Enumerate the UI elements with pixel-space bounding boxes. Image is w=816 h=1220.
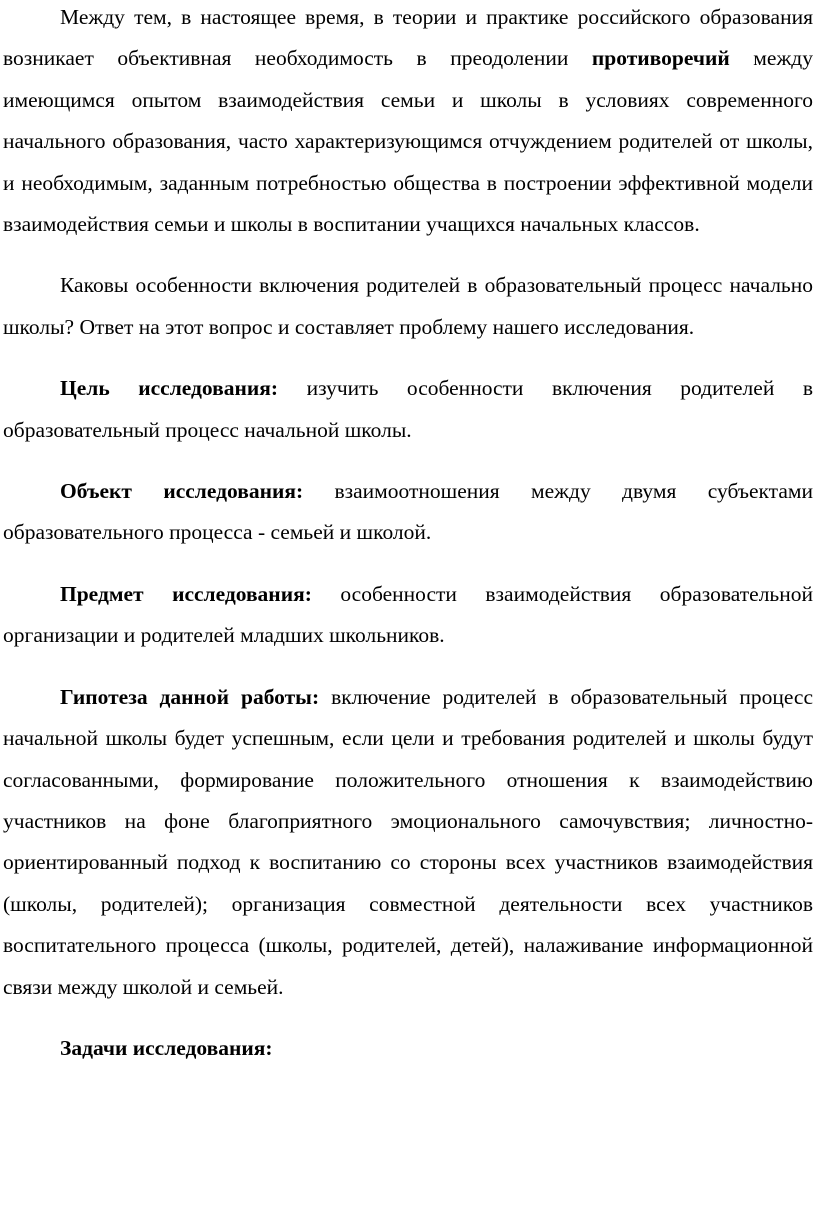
paragraph-text: между имеющимся опытом взаимодействия семьи и школы в условиях современного начального образования, часто характеризующимся отчуждением родителей от школы, и необходимым, заданным потребностью общества в построении эффективной модели взаимодействия семьи и школы в воспитании учащихся начальных классов.	[3, 46, 813, 237]
section-label: Предмет исследования:	[60, 581, 312, 606]
paragraph-text: изучить особенности включения родителей в образовательный процесс начальной школы.	[3, 376, 814, 442]
paragraph-text: особенности взаимодействия образовательной организации и родителей младших школьников.	[3, 581, 813, 648]
section-label: Гипотеза данной работы:	[60, 684, 320, 709]
paragraph-contradictions	[3, 0, 813, 245]
paragraph-text: Каковы особенности включения родителей в образовательный процесс начально школы? Ответ на этот вопрос и составляет проблему нашего исследования.	[3, 273, 813, 339]
paragraph-tasks	[3, 1028, 813, 1069]
paragraph-subject	[3, 574, 813, 657]
paragraph-goal	[3, 368, 813, 451]
paragraph-text: взаимоотношения между двумя субъектами образовательного процесса - семьей и школой.	[3, 479, 813, 545]
paragraph-hypothesis	[3, 677, 813, 1008]
section-label: Цель исследования:	[60, 376, 279, 401]
paragraph-text: Между тем, в настоящее время, в теории и практике российского образования возникает объективная необходимость в преодолении	[3, 5, 813, 71]
section-label: Задачи исследования:	[60, 1035, 273, 1060]
paragraph-problem	[3, 265, 813, 348]
paragraph-text: включение родителей в образовательный процесс начальной школы будет успешным, если цели и требования родителей и школы будут согласованными, формирование положительного отношения к взаимодействию участников на фоне благоприятного эмоционального самочувствия; личностно-ориентированный подход к воспитанию со стороны всех участников взаимодействия (школы, родителей); организация совместной деятельности всех участников воспитательного процесса (школы, родителей, детей), налаживание информационной связи между школой и семьей.	[3, 684, 813, 999]
section-label: Объект исследования:	[60, 479, 304, 504]
bold-term: противоречий	[591, 46, 730, 71]
paragraph-object	[3, 471, 813, 554]
